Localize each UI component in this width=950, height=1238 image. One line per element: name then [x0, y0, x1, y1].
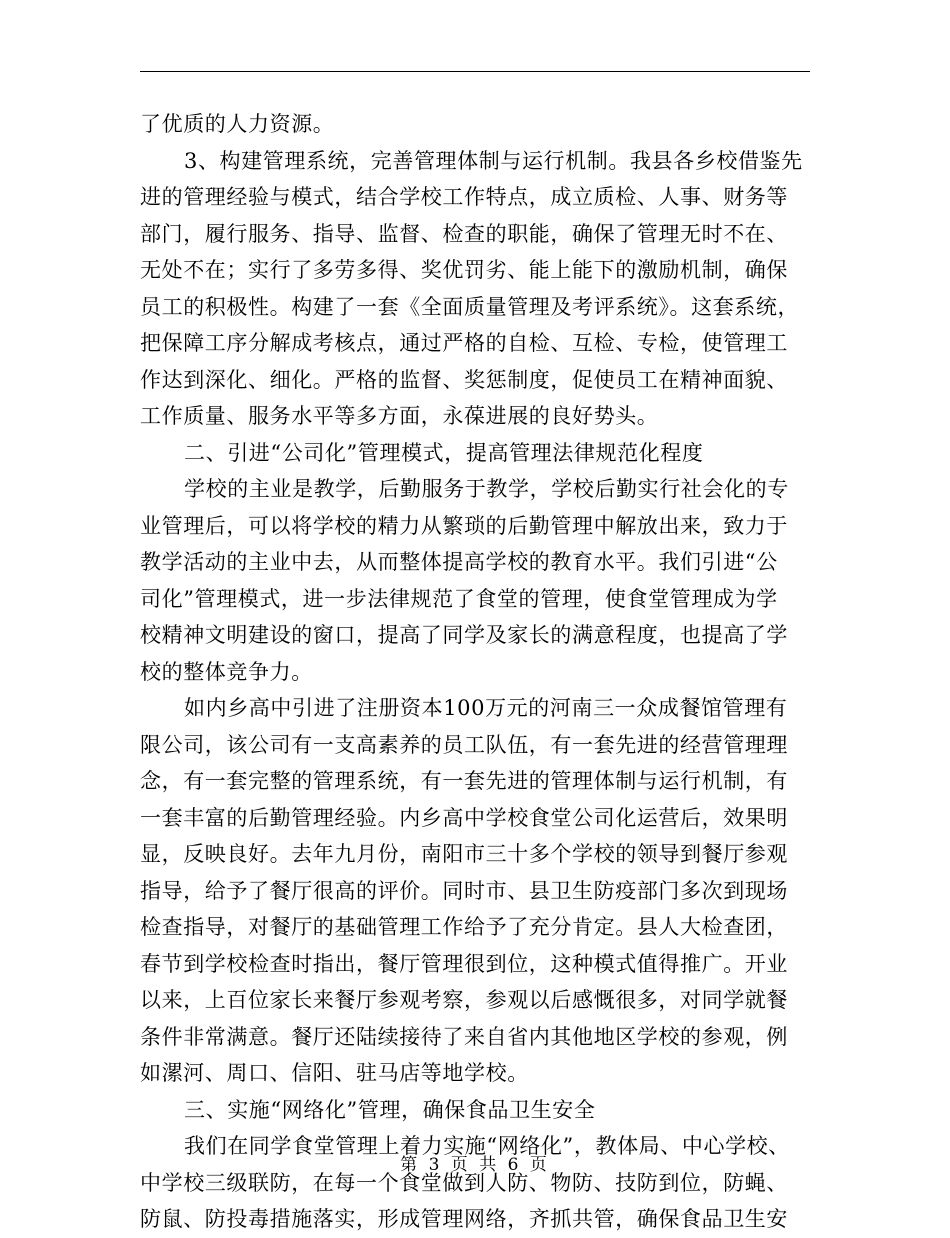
text-line: 部门，履行服务、指导、监督、检查的职能，确保了管理无时不在、	[140, 221, 788, 246]
text-line: 3、构建管理系统，完善管理体制与运行机制。我县各乡校借鉴先	[184, 148, 803, 173]
text-line: 一套丰富的后勤管理经验。内乡高中学校食堂公司化运营后，效果明	[140, 805, 788, 830]
text-line: 我们在同学食堂管理上着力实施“网络化”，教体局、中心学校、	[184, 1134, 790, 1158]
text-line: 员工的积极性。构建了一套《全面质量管理及考评系统》。这套系统，	[140, 294, 800, 319]
text-line: 了优质的人力资源。	[140, 112, 335, 136]
page-footer: 第 3 页 共 6 页	[400, 1155, 550, 1175]
text-line: 学校的主业是教学，后勤服务于教学，学校后勤实行社会化的专	[184, 477, 789, 501]
text-line: 限公司，该公司有一支高素养的员工队伍，有一套先进的经营管理理	[140, 732, 788, 757]
header-rule	[140, 71, 810, 72]
text-line: 业管理后，可以将学校的精力从繁琐的后勤管理中解放出来，致力于	[140, 513, 788, 538]
text-line: 进的管理经验与模式，结合学校工作特点，成立质检、人事、财务等	[140, 185, 788, 209]
text-line: 春节到学校检查时指出，餐厅管理很到位，这种模式值得推广。开业	[140, 951, 788, 976]
text-line: 如漯河、周口、信阳、驻马店等地学校。	[140, 1061, 529, 1085]
text-line: 三、实施“网络化”管理，确保食品卫生安全	[184, 1097, 596, 1122]
text-line: 校精神文明建设的窗口，提高了同学及家长的满意程度，也提高了学	[140, 623, 788, 647]
text-line: 指导，给予了餐厅很高的评价。同时市、县卫生防疫部门多次到现场	[140, 878, 788, 903]
text-line: 把保障工序分解成考核点，通过严格的自检、互检、专检，使管理工	[140, 331, 788, 355]
text-line: 工作质量、服务水平等多方面，永葆进展的良好势头。	[140, 404, 659, 428]
text-line: 条件非常满意。餐厅还陆续接待了来自省内其他地区学校的参观，例	[140, 1024, 788, 1049]
text-line: 校的整体竞争力。	[140, 659, 313, 684]
text-line: 中学校三级联防，在每一个食堂做到人防、物防、技防到位，防蝇、	[140, 1170, 788, 1195]
text-line: 司化”管理模式，进一步法律规范了食堂的管理，使食堂管理成为学	[140, 586, 778, 611]
text-line: 无处不在；实行了多劳多得、奖优罚劣、能上能下的激励机制，确保	[140, 258, 788, 282]
text-line: 教学活动的主业中去，从而整体提高学校的教育水平。我们引进“公	[140, 550, 778, 574]
text-line: 显，反映良好。去年九月份，南阳市三十多个学校的领导到餐厅参观	[140, 842, 788, 866]
text-line: 检查指导，对餐厅的基础管理工作给予了充分肯定。县人大检查团，	[140, 915, 788, 939]
text-line: 二、引进“公司化”管理模式，提高管理法律规范化程度	[184, 440, 704, 465]
document-body	[140, 106, 810, 1238]
text-line: 以来，上百位家长来餐厅参观考察，参观以后感慨很多，对同学就餐	[140, 988, 788, 1012]
text-line: 作达到深化、细化。严格的监督、奖惩制度，促使员工在精神面貌、	[140, 367, 788, 392]
text-line: 防鼠、防投毒措施落实，形成管理网络，齐抓共管，确保食品卫生安	[140, 1207, 788, 1231]
text-line: 念，有一套完整的管理系统，有一套先进的管理体制与运行机制，有	[140, 769, 788, 793]
text-line: 如内乡高中引进了注册资本100万元的河南三一众成餐馆管理有	[184, 696, 788, 720]
